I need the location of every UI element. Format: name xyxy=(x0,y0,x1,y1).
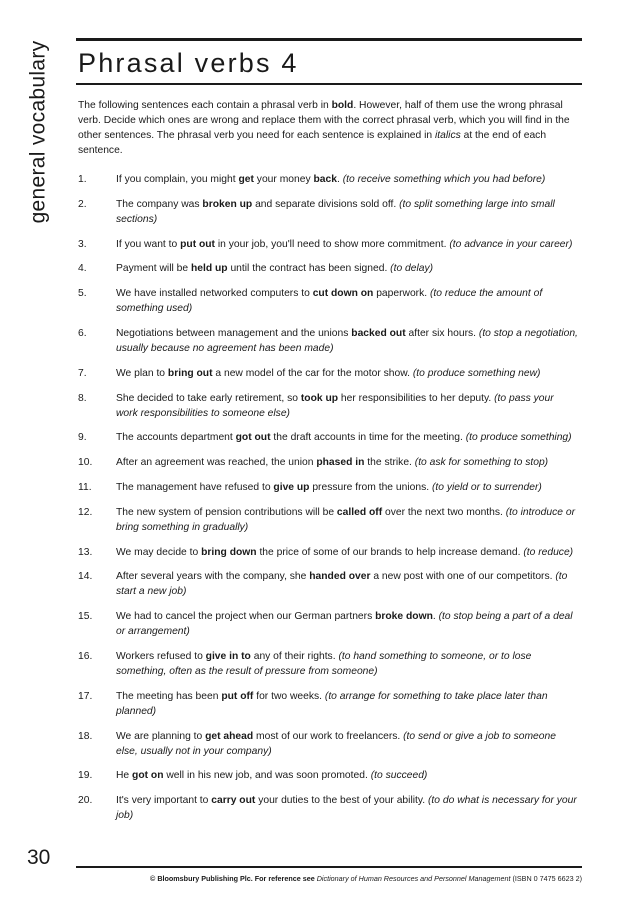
verb-definition: (to split something large into small sections) xyxy=(116,198,555,225)
phrasal-verb: get ahead xyxy=(205,730,254,742)
phrasal-verb: cut down on xyxy=(312,288,374,300)
sentence-text: We have installed networked computers to xyxy=(116,288,313,300)
item-number: 15. xyxy=(78,611,93,623)
sentence-text: After an agreement was reached, the union xyxy=(116,457,317,469)
sentence-text: We had to cancel the project when our German partners xyxy=(116,611,376,623)
verb-definition: (to ask for something to stop) xyxy=(414,457,549,469)
page-number: 30 xyxy=(27,846,51,869)
section-side-label xyxy=(24,42,52,222)
verb-definition: (to receive something which you had before) xyxy=(342,174,546,185)
sentence-text: any of their rights. xyxy=(250,650,339,662)
item-sentence xyxy=(116,480,578,495)
phrasal-verb: held up xyxy=(190,263,228,275)
sentence-text: after six hours. xyxy=(405,327,479,339)
verb-definition: (to start a new job) xyxy=(116,571,568,598)
copyright-footer xyxy=(150,874,582,884)
item-sentence xyxy=(116,729,578,759)
sentence-text: . xyxy=(336,174,343,185)
exercise-item xyxy=(78,237,578,252)
footer-suffix: (ISBN 0 7475 6623 2) xyxy=(510,874,582,883)
exercise-item xyxy=(78,729,578,759)
sentence-text: The meeting has been xyxy=(116,690,222,702)
item-sentence xyxy=(116,197,578,227)
sentence-text: your duties to the best of your ability. xyxy=(255,795,428,807)
phrasal-verb: bring down xyxy=(201,546,257,558)
phrasal-verb: put off xyxy=(221,690,254,702)
item-number: 4. xyxy=(78,263,87,275)
phrasal-verb: called off xyxy=(336,506,383,518)
item-number: 1. xyxy=(78,174,87,185)
intro-text-1: The following sentences each contain a phrasal verb in xyxy=(78,100,332,111)
sentence-text: The company was xyxy=(116,198,203,210)
phrasal-verb: got out xyxy=(235,432,271,444)
sentence-text: . xyxy=(432,611,439,623)
sentence-text: Negotiations between management and the unions xyxy=(116,327,352,339)
sentence-text: We are planning to xyxy=(116,730,206,742)
exercise-item xyxy=(78,197,578,227)
item-number: 18. xyxy=(78,730,93,742)
verb-definition: (to produce something) xyxy=(465,432,572,444)
sentence-text: The accounts department xyxy=(116,432,236,444)
item-sentence xyxy=(116,793,578,823)
sentence-text: It's very important to xyxy=(116,795,212,807)
phrasal-verb: backed out xyxy=(351,327,406,339)
exercise-item xyxy=(78,545,578,560)
sentence-text: in your job, you'll need to show more commitment. xyxy=(215,238,450,250)
sentence-text: until the contract has been signed. xyxy=(227,263,391,275)
verb-definition: (to send or give a job to someone else, usually not in your company) xyxy=(116,730,556,757)
footer-book-title: Dictionary of Human Resources and Personnel Management xyxy=(316,874,511,883)
sentence-text: the draft accounts in time for the meeting. xyxy=(270,432,466,444)
item-number: 7. xyxy=(78,367,87,379)
sentence-text: the price of some of our brands to help increase demand. xyxy=(256,546,524,558)
item-sentence xyxy=(116,430,578,445)
item-number: 5. xyxy=(78,288,87,300)
exercise-item xyxy=(78,326,578,356)
item-number: 14. xyxy=(78,571,93,583)
intro-italic-word: italics xyxy=(435,130,461,141)
verb-definition: (to stop being a part of a deal or arrangement) xyxy=(116,611,573,638)
footer-rule xyxy=(76,866,582,868)
item-number: 10. xyxy=(78,457,93,469)
verb-definition: (to produce something new) xyxy=(412,367,541,379)
verb-definition: (to introduce or bring something in gradually) xyxy=(116,506,576,533)
sentence-text: over the next two months. xyxy=(382,506,506,518)
exercise-item xyxy=(78,366,578,381)
exercise-item xyxy=(78,261,578,276)
verb-definition: (to succeed) xyxy=(370,770,428,782)
phrasal-verb: back xyxy=(313,174,337,185)
verb-definition: (to do what is necessary for your job) xyxy=(116,795,577,822)
verb-definition: (to pass your work responsibilities to someone else) xyxy=(116,392,554,419)
verb-definition: (to yield or to surrender) xyxy=(431,481,542,493)
item-sentence xyxy=(116,455,578,470)
sentence-text: The management have refused to xyxy=(116,481,274,493)
item-sentence xyxy=(116,366,578,381)
sentence-text: After several years with the company, she xyxy=(116,571,310,583)
sentence-text: well in his new job, and was soon promoted. xyxy=(163,770,371,782)
exercise-item xyxy=(78,391,578,421)
exercise-item xyxy=(78,480,578,495)
item-sentence xyxy=(116,569,578,599)
item-number: 20. xyxy=(78,795,93,807)
exercise-item xyxy=(78,172,578,187)
exercise-item xyxy=(78,609,578,639)
phrasal-verb: got on xyxy=(132,770,164,782)
top-rule xyxy=(76,38,582,41)
sentence-text: for two weeks. xyxy=(253,690,325,702)
exercise-item xyxy=(78,505,578,535)
intro-bold-word: bold xyxy=(331,100,354,111)
section-side-label-text: general vocabulary xyxy=(26,40,49,224)
sentence-text: She decided to take early retirement, so xyxy=(116,392,301,404)
title-rule xyxy=(76,83,582,85)
phrasal-verb: handed over xyxy=(309,571,371,583)
item-number: 9. xyxy=(78,432,87,444)
item-number: 6. xyxy=(78,327,87,339)
sentence-text: We plan to xyxy=(116,367,168,379)
verb-definition: (to reduce) xyxy=(523,546,574,558)
exercise-item xyxy=(78,689,578,719)
exercise-item xyxy=(78,649,578,679)
sentence-text: the strike. xyxy=(364,457,415,469)
item-number: 16. xyxy=(78,650,93,662)
sentence-text: The new system of pension contributions will be xyxy=(116,506,337,518)
phrasal-verb: broke down xyxy=(375,611,433,623)
item-sentence xyxy=(116,391,578,421)
exercise-item xyxy=(78,455,578,470)
phrasal-verb: get xyxy=(238,174,254,185)
item-number: 8. xyxy=(78,392,87,404)
phrasal-verb: give in to xyxy=(205,650,251,662)
verb-definition: (to advance in your career) xyxy=(449,238,573,250)
sentence-text: paperwork. xyxy=(373,288,430,300)
sentence-text: If you complain, you might xyxy=(116,174,239,185)
verb-definition: (to reduce the amount of something used) xyxy=(116,288,543,315)
intro-text-2: . However, half of them use the wrong phrasal verb. Decide which ones are wrong and replace them with the correct phrasal verb, which you will find in the other sentences. The phrasal verb you need for each sentence is explained in xyxy=(78,100,570,141)
item-sentence xyxy=(116,609,578,639)
exercise-item xyxy=(78,569,578,599)
sentence-text: pressure from the unions. xyxy=(309,481,432,493)
intro-text-3: at the end of each sentence. xyxy=(78,130,547,156)
item-sentence xyxy=(116,261,578,276)
sentence-text: your money xyxy=(253,174,314,185)
verb-definition: (to stop a negotiation, usually because no agreement has been made) xyxy=(116,327,578,354)
item-sentence xyxy=(116,545,578,560)
sentence-text: We may decide to xyxy=(116,546,202,558)
sentence-text: most of our work to freelancers. xyxy=(253,730,404,742)
item-sentence xyxy=(116,649,578,679)
phrasal-verb: broken up xyxy=(202,198,253,210)
verb-definition: (to arrange for something to take place later than planned) xyxy=(116,690,548,717)
item-number: 11. xyxy=(78,481,92,493)
phrasal-verb: put out xyxy=(180,238,215,250)
item-sentence xyxy=(116,237,578,252)
sentence-text: a new model of the car for the motor show. xyxy=(212,367,413,379)
sentence-text: and separate divisions sold off. xyxy=(252,198,400,210)
sentence-text: her responsibilities to her deputy. xyxy=(338,392,495,404)
exercise-item xyxy=(78,793,578,823)
sentence-text: He xyxy=(116,770,133,782)
item-sentence xyxy=(116,286,578,316)
phrasal-verb: give up xyxy=(273,481,310,493)
item-number: 13. xyxy=(78,546,93,558)
item-sentence xyxy=(116,689,578,719)
verb-definition: (to delay) xyxy=(390,263,434,275)
item-number: 12. xyxy=(78,506,93,518)
phrasal-verb: phased in xyxy=(316,457,365,469)
phrasal-verb: bring out xyxy=(167,367,213,379)
phrasal-verb: took up xyxy=(300,392,339,404)
item-sentence xyxy=(116,768,578,783)
item-number: 17. xyxy=(78,690,93,702)
item-sentence xyxy=(116,326,578,356)
item-sentence xyxy=(116,505,578,535)
sentence-text: Workers refused to xyxy=(116,650,206,662)
verb-definition: (to hand something to someone, or to lose something, often as the result of pressure from someone) xyxy=(116,650,532,677)
item-number: 2. xyxy=(78,198,87,210)
sentence-text: If you want to xyxy=(116,238,181,250)
sentence-text: a new post with one of our competitors. xyxy=(370,571,556,583)
item-sentence xyxy=(116,172,578,187)
sentence-text: Payment will be xyxy=(116,263,191,275)
page-title: Phrasal verbs 4 xyxy=(78,48,299,78)
exercise-list xyxy=(78,172,578,833)
instructions-paragraph xyxy=(78,98,578,158)
item-number: 19. xyxy=(78,770,93,782)
footer-prefix: © Bloomsbury Publishing Plc. For reference see xyxy=(150,874,317,883)
phrasal-verb: carry out xyxy=(211,795,256,807)
item-number: 3. xyxy=(78,238,87,250)
exercise-item xyxy=(78,430,578,445)
exercise-item xyxy=(78,286,578,316)
exercise-item xyxy=(78,768,578,783)
